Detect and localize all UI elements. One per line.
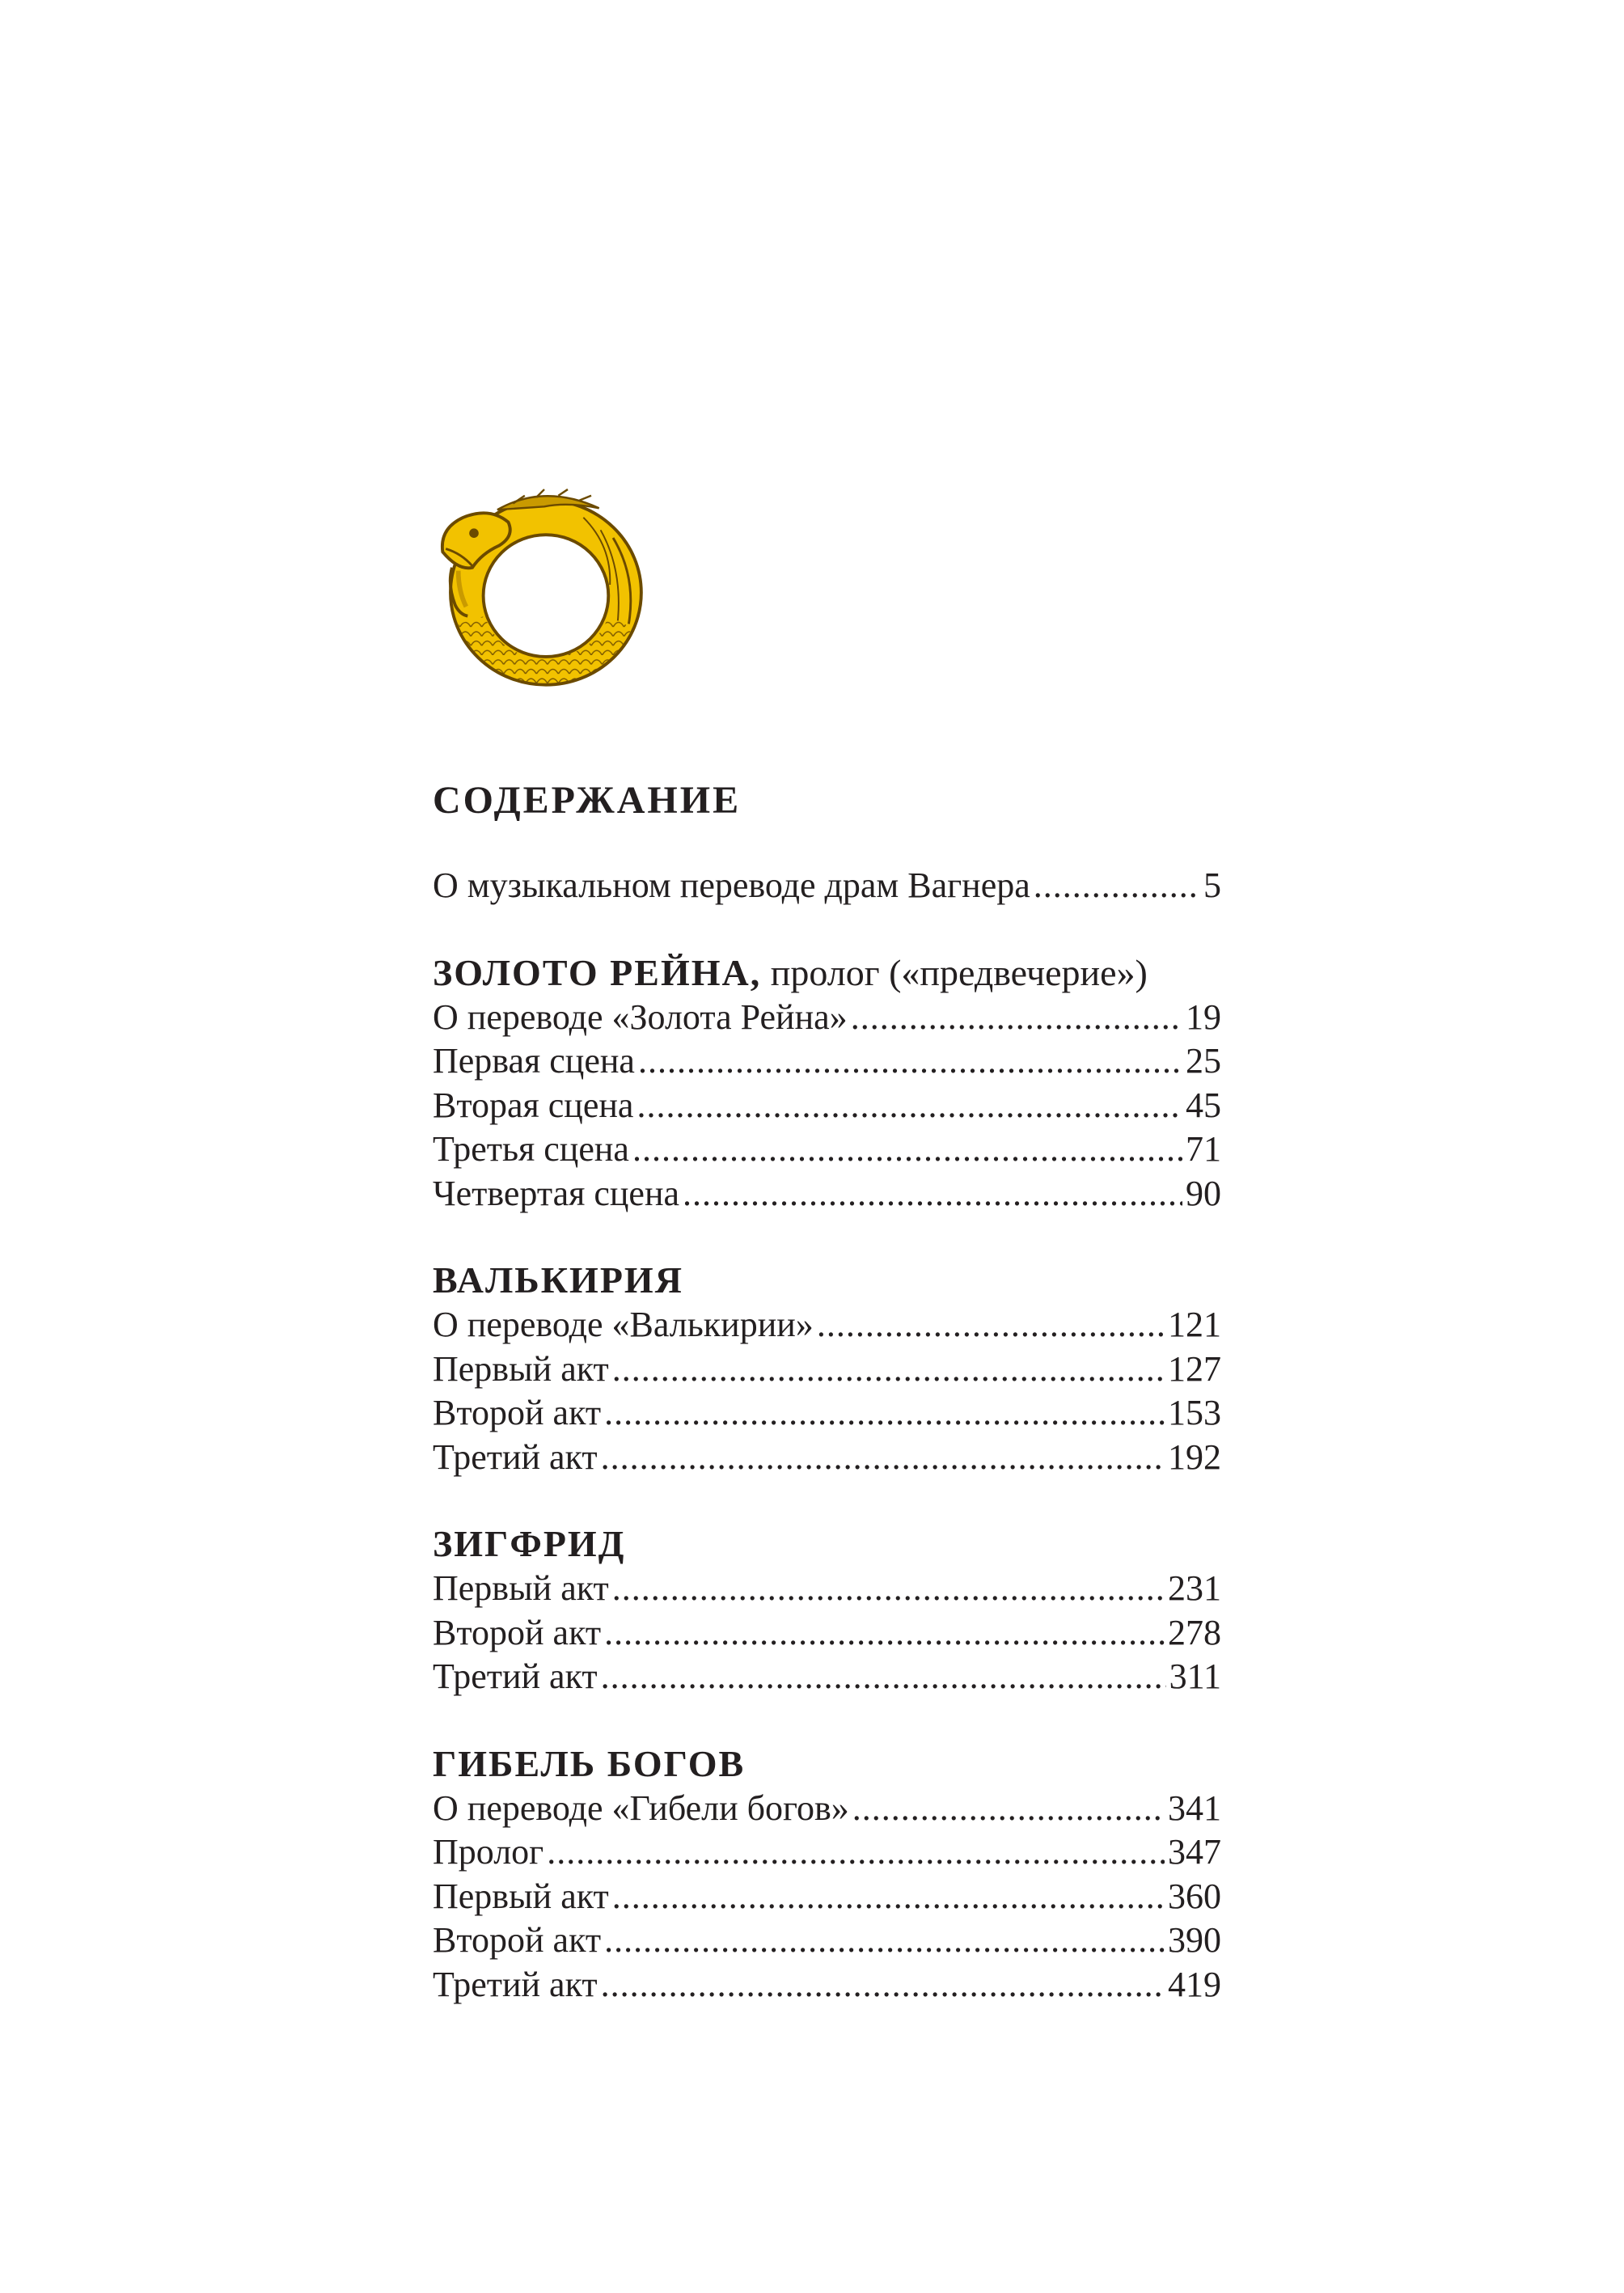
- toc-entry[interactable]: [433, 996, 1221, 1040]
- toc-intro-section: [433, 864, 1221, 908]
- dot-leader: [604, 1391, 1165, 1436]
- ouroboros-serpent-ring-icon: [427, 467, 662, 702]
- dot-leader: [851, 996, 1182, 1040]
- toc-entry-label: О музыкальном переводе драм Вагнера: [433, 865, 1030, 905]
- dot-leader: [683, 1172, 1182, 1216]
- toc-entry-label: Первая сцена: [433, 1041, 635, 1081]
- section-title: ГИБЕЛЬ БОГОВ: [433, 1742, 746, 1784]
- toc-entry[interactable]: [433, 1830, 1221, 1875]
- toc-entry[interactable]: [433, 1655, 1221, 1699]
- toc-entry-page: 192: [1168, 1436, 1221, 1477]
- toc-entry-label: Второй акт: [433, 1393, 602, 1432]
- toc-entry-page: 360: [1168, 1876, 1221, 1916]
- toc-entry-page: 25: [1186, 1041, 1221, 1081]
- toc-entry-label: Третий акт: [433, 1656, 598, 1696]
- toc-entry-page: 311: [1169, 1656, 1221, 1696]
- dot-leader: [612, 1567, 1165, 1611]
- toc-entry-page: 390: [1168, 1920, 1221, 1960]
- section-heading: [433, 1258, 1221, 1303]
- toc-entry-page: 5: [1203, 865, 1221, 905]
- toc-section-valkyrie: [433, 1258, 1221, 1479]
- toc-entry-page: 153: [1168, 1393, 1221, 1432]
- toc-entry[interactable]: [433, 1611, 1221, 1656]
- dot-leader: [852, 1787, 1165, 1831]
- toc-entry-label: Четвертая сцена: [433, 1173, 680, 1213]
- table-of-contents: [433, 776, 1221, 2049]
- toc-title: СОДЕРЖАНИЕ: [433, 779, 742, 822]
- toc-entry[interactable]: [433, 1084, 1221, 1128]
- toc-entry[interactable]: [433, 1963, 1221, 2007]
- section-subtitle: пролог («предвечерие»): [761, 951, 1148, 993]
- dot-leader: [817, 1303, 1165, 1347]
- toc-entry-label: О переводе «Золота Рейна»: [433, 996, 848, 1037]
- dot-leader: [547, 1830, 1165, 1875]
- section-heading: [433, 1521, 1221, 1567]
- toc-entry-page: 19: [1186, 996, 1221, 1037]
- dot-leader: [601, 1436, 1165, 1480]
- toc-entry-label: Первый акт: [433, 1876, 609, 1916]
- toc-entry[interactable]: [433, 1875, 1221, 1919]
- toc-entry-label: Третий акт: [433, 1964, 598, 2004]
- toc-entry-page: 419: [1168, 1964, 1221, 2004]
- toc-section-gotterdammerung: [433, 1741, 1221, 2007]
- dot-leader: [612, 1875, 1165, 1919]
- dot-leader: [1034, 864, 1200, 908]
- toc-entry[interactable]: [433, 1436, 1221, 1480]
- dot-leader: [604, 1611, 1165, 1656]
- toc-entry[interactable]: [433, 1919, 1221, 1963]
- dot-leader: [638, 1039, 1182, 1084]
- toc-entry-page: 71: [1186, 1129, 1221, 1169]
- toc-entry-label: Второй акт: [433, 1612, 602, 1652]
- dot-leader: [636, 1084, 1182, 1128]
- toc-entry-label: Первый акт: [433, 1568, 609, 1608]
- toc-entry-label: О переводе «Валькирии»: [433, 1305, 814, 1344]
- toc-entry-label: Второй акт: [433, 1920, 602, 1960]
- dot-leader: [601, 1963, 1165, 2007]
- toc-entry-label: О переводе «Гибели богов»: [433, 1787, 849, 1828]
- toc-entry[interactable]: [433, 1303, 1221, 1347]
- toc-entry[interactable]: [433, 1172, 1221, 1216]
- toc-section-rheingold: [433, 950, 1221, 1216]
- toc-entry-page: 90: [1186, 1173, 1221, 1213]
- toc-entry[interactable]: [433, 1127, 1221, 1172]
- section-title: ЗИГФРИД: [433, 1523, 626, 1564]
- toc-entry-label: Третья сцена: [433, 1129, 629, 1169]
- section-title: ЗОЛОТО РЕЙНА,: [433, 951, 762, 993]
- toc-entry-label: Пролог: [433, 1832, 544, 1872]
- toc-entry-label: Вторая сцена: [433, 1085, 634, 1125]
- toc-entry-page: 347: [1168, 1832, 1221, 1872]
- toc-entry[interactable]: [433, 1347, 1221, 1392]
- toc-entry[interactable]: [433, 1567, 1221, 1611]
- toc-entry[interactable]: [433, 1391, 1221, 1436]
- dot-leader: [601, 1655, 1166, 1699]
- toc-entry-label: Первый акт: [433, 1348, 609, 1389]
- toc-entry-intro[interactable]: [433, 864, 1221, 908]
- toc-section-siegfried: [433, 1521, 1221, 1699]
- toc-entry-page: 278: [1168, 1612, 1221, 1652]
- toc-entry-page: 127: [1168, 1348, 1221, 1389]
- toc-entry[interactable]: [433, 1039, 1221, 1084]
- dot-leader: [632, 1127, 1182, 1172]
- dot-leader: [604, 1919, 1165, 1963]
- section-heading: [433, 1741, 1221, 1787]
- section-heading: [433, 950, 1221, 996]
- toc-entry-page: 45: [1186, 1085, 1221, 1125]
- toc-entry-page: 231: [1168, 1568, 1221, 1608]
- section-title: ВАЛЬКИРИЯ: [433, 1259, 683, 1301]
- toc-entry-page: 341: [1168, 1787, 1221, 1828]
- dot-leader: [612, 1347, 1165, 1392]
- toc-entry-page: 121: [1168, 1305, 1221, 1344]
- toc-entry-label: Третий акт: [433, 1436, 598, 1477]
- toc-entry[interactable]: [433, 1787, 1221, 1831]
